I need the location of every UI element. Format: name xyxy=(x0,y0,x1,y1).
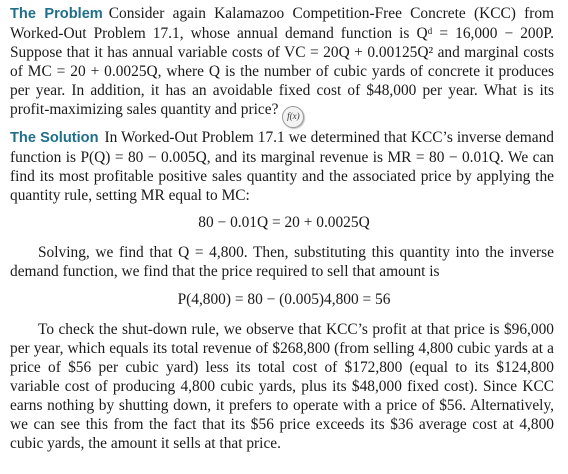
problem-heading: The Problem xyxy=(10,6,103,22)
problem-text: Consider again Kalamazoo Competition-Free Concrete (KCC) from Worked-Out Problem 17.1, whose annual demand function is Qᵈ = 16,000 − 200P. Suppose that it has annual variable costs of VC = 20Q + 0.00125Q² and marginal costs of MC = 20 + 0.0025Q, where Q is the number of cubic yards of concrete it produces per year. In addition, it has an avoidable fixed cost of $48,000 per year. What is its profit-maximizing sales quantity and price? xyxy=(10,5,555,118)
solution-paragraph xyxy=(10,128,554,205)
solution-text: In Worked-Out Problem 17.1 we determined that KCC’s inverse demand function is P(Q) = 80 − 0.005Q, and its marginal revenue is MR = 80 − 0.01Q. We can find its most profitable positive sales quantity and the associated price by applying the quantity rule, setting MR equal to MC: xyxy=(10,129,554,204)
equation-price: P(4,800) = 80 − (0.005)4,800 = 56 xyxy=(177,291,391,308)
solution-heading: The Solution xyxy=(10,130,99,146)
problem-paragraph xyxy=(10,4,554,128)
solving-paragraph: Solving, we find that Q = 4,800. Then, substituting this quantity into the inverse demand function, we find that the price required to sell that amount is xyxy=(10,244,554,280)
equation-mr-mc: 80 − 0.01Q = 20 + 0.0025Q xyxy=(198,214,370,231)
shutdown-paragraph: To check the shut-down rule, we observe that KCC’s profit at that price is $96,000 per year, which equals its total revenue of $268,800 (from selling 4,800 cubic yards at a price of $56 per cubic yard) less its total cost of $172,800 (equal to its $124,800 variable cost of producing 4,800 cubic yards, plus its $48,000 fixed cost). Since KCC earns nothing by shutting down, it prefers to operate with a price of $56. Alternatively, we can see this from the fact that its $56 price exceeds its $36 average cost at 4,800 cubic yards, the amount it sells at that price. xyxy=(10,321,554,452)
formula-icon[interactable]: f(x) xyxy=(282,106,304,128)
